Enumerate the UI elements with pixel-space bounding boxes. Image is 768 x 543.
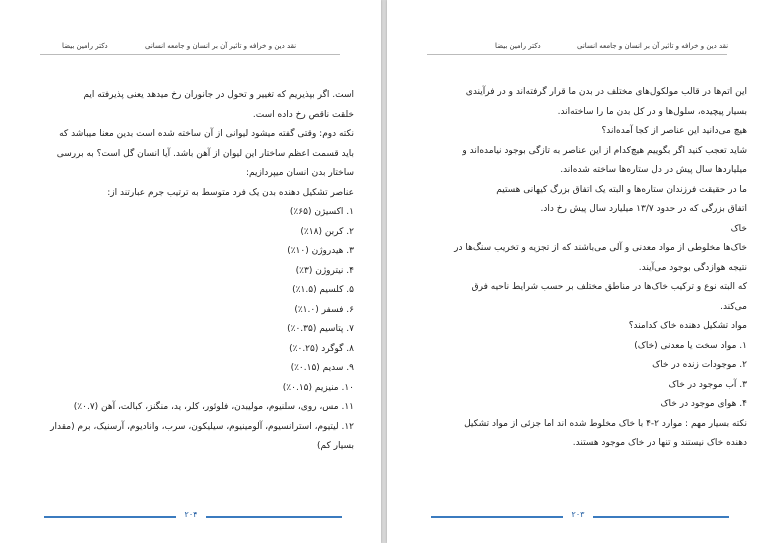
text-line: عناصر تشکیل دهنده بدن یک فرد متوسط به ترتیب جرم عبارتند از: bbox=[107, 187, 354, 198]
text-line: نکته بسیار مهم : موارد ۲-۴ با خاک مخلوط شده اند اما جزئی از مواد تشکیل bbox=[464, 418, 747, 429]
list-item: ۳. آب موجود در خاک bbox=[668, 379, 747, 390]
text-line: بسیار پیچیده، سلول‌ها و در کل بدن ما را ساخته‌اند. bbox=[557, 106, 747, 117]
list-item: ۱. اکسیژن (۶۵٪) bbox=[289, 207, 354, 217]
text-line: هیچ می‌دانید این عناصر از کجا آمده‌اند؟ bbox=[601, 126, 747, 136]
list-item: ۱. مواد سخت یا معدنی (خاک) bbox=[634, 340, 747, 351]
text-line: می‌کند. bbox=[720, 301, 747, 312]
text-line: ساختار بدن انسان میپردازیم: bbox=[245, 168, 354, 178]
text-line: خاک‌ها مخلوطی از مواد معدنی و آلی می‌باشند که از تجزیه و تخریب سنگ‌ها در bbox=[454, 243, 747, 253]
text-line: خلقت ناقص رخ داده است. bbox=[252, 109, 354, 120]
list-item: ۵. کلسیم (۱.۵٪) bbox=[292, 285, 354, 295]
page-left-body bbox=[32, 86, 354, 457]
list-item: ۶. فسفر (۱.۰٪) bbox=[294, 304, 354, 315]
text-line: باید قسمت اعظم ساختار این لیوان از آهن باشد. آیا انسان گل است؟ به بررسی bbox=[56, 148, 354, 159]
text-line: بسیار کم) bbox=[317, 441, 354, 451]
page-right-body bbox=[429, 83, 747, 454]
list-item: ۱۰. منیزیم (۰.۱۵٪) bbox=[282, 382, 354, 393]
text-line: میلیاردها سال پیش در دل ستاره‌ها ساخته شده‌اند. bbox=[560, 165, 747, 175]
page-left-author: دکتر رامین بیضا bbox=[62, 42, 108, 50]
text-line: شاید تعجب کنید اگر بگوییم هیچ‌کدام از این عناصر به تازگی بوجود نیامده‌اند و bbox=[462, 145, 747, 156]
text-line: ما در حقیقت فرزندان ستاره‌ها و البته یک اتفاق بزرگ کیهانی هستیم bbox=[496, 184, 747, 195]
list-item: ۴. هوای موجود در خاک bbox=[660, 399, 747, 409]
header-divider bbox=[427, 54, 727, 55]
list-item: ۱۲. لیتیوم، استرانسیوم، آلومینیوم، سیلیکون، سرب، وانادیوم، آرسنیک، برم (مقدار bbox=[50, 421, 354, 432]
page-right-author: دکتر رامین بیضا bbox=[495, 42, 541, 50]
list-item: ۷. پتاسیم (۰.۳۵٪) bbox=[287, 324, 354, 334]
list-item: ۳. هیدروژن (۱۰٪) bbox=[287, 246, 354, 256]
text-line: نتیجه هوازدگی بوجود می‌آیند. bbox=[638, 262, 747, 273]
list-item: ۲. موجودات زنده در خاک bbox=[652, 360, 747, 370]
text-line: نکته دوم: وقتی گفته میشود لیوانی از آن ساخته شده است بدین معنا میباشد که bbox=[59, 129, 354, 139]
text-line: مواد تشکیل دهنده خاک کدامند؟ bbox=[628, 321, 747, 331]
section-heading: خاک bbox=[730, 223, 747, 234]
list-item: ۲. کربن (۱۸٪) bbox=[300, 226, 354, 237]
text-line: دهنده خاک نیستند و تنها در خاک موجود هستند. bbox=[572, 438, 747, 448]
page-number: ۲۰۳ bbox=[563, 510, 593, 519]
page-right bbox=[387, 0, 768, 543]
header-divider bbox=[40, 54, 340, 55]
list-item: ۴. نیتروژن (۳٪) bbox=[295, 265, 354, 276]
text-line: است. اگر بپذیریم که تغییر و تحول در جانوران رخ میدهد یعنی پذیرفته ایم bbox=[83, 90, 354, 100]
page-left bbox=[0, 0, 381, 543]
list-item: ۸. گوگرد (۰.۲۵٪) bbox=[289, 343, 354, 354]
page-number: ۲۰۴ bbox=[176, 510, 206, 519]
list-item: ۹. سدیم (۰.۱۵٪) bbox=[290, 363, 354, 373]
list-item: ۱۱. مس، روی، سلنیوم، مولیبدن، فلوئور، کلر، ید، منگنز، کبالت، آهن (۰.۷٪) bbox=[73, 402, 354, 412]
page-right-running-title: نقد دین و خرافه و تاثیر آن بر انسان و جامعه انسانی bbox=[577, 42, 729, 50]
text-line: که البته نوع و ترکیب خاک‌ها در مناطق مختلف بر حسب شرایط ناحیه فرق bbox=[471, 282, 747, 292]
text-line: اتفاق بزرگی که در حدود ۱۳/۷ میلیارد سال پیش رخ داد. bbox=[540, 204, 747, 214]
page-left-running-title: نقد دین و خرافه و تاثیر آن بر انسان و جامعه انسانی bbox=[145, 42, 297, 50]
text-line: این اتم‌ها در قالب مولکول‌های مختلف در بدن ما قرار گرفته‌اند و در فرآیندی bbox=[465, 87, 747, 97]
